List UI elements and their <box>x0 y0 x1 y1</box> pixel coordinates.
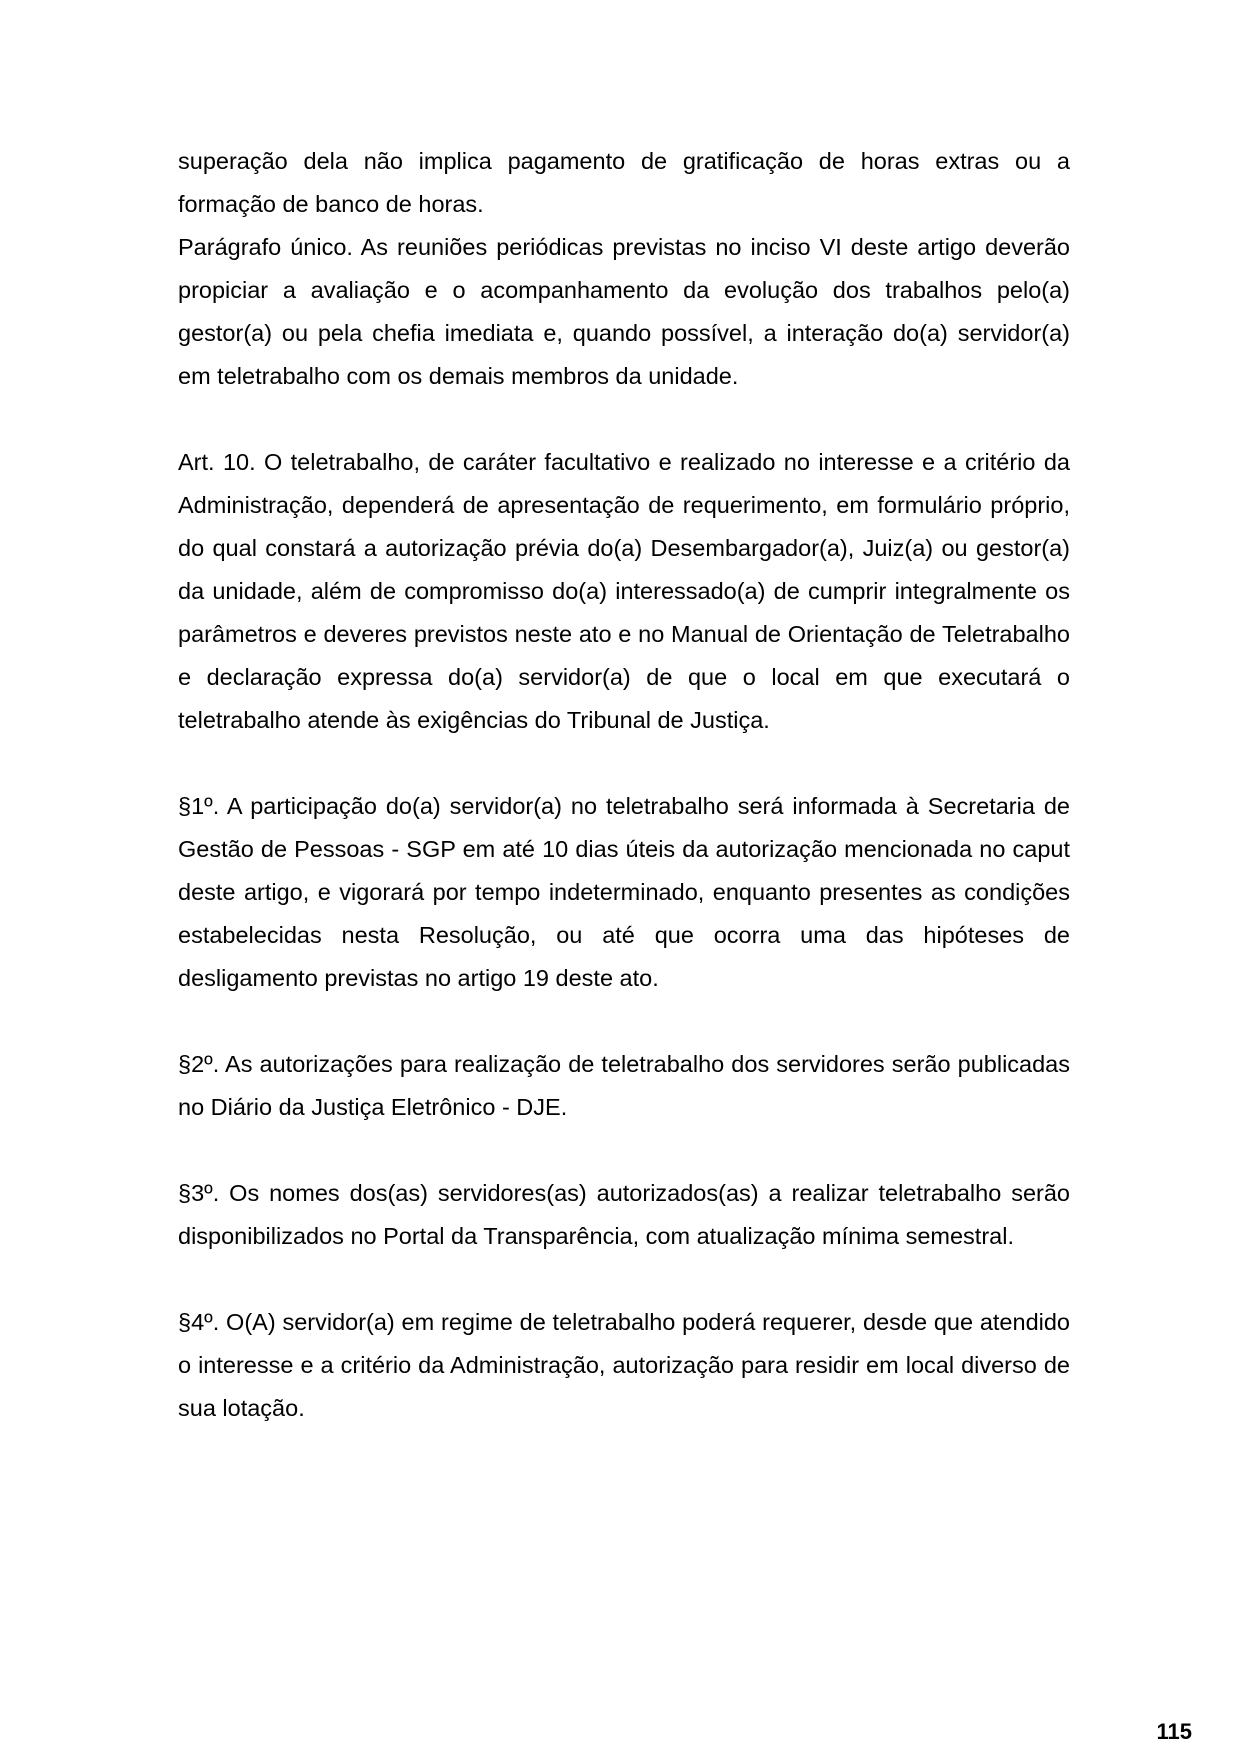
article-10: Art. 10. O teletrabalho, de caráter facultativo e realizado no interesse e a critério da Administração, dependerá de apresentação de requerimento, em formulário próprio, do qual constará a autorização prévia do(a) Desembargador(a), Juiz(a) ou gestor(a) da unidade, além de compromisso do(a) interessado(a) de cumprir integralmente os parâmetros e deveres previstos neste ato e no Manual de Orientação de Teletrabalho e declaração expressa do(a) servidor(a) de que o local em que executará o teletrabalho atende às exigências do Tribunal de Justiça. <box>178 449 1070 733</box>
paragraph-continuation: superação dela não implica pagamento de gratificação de horas extras ou a formação de banco de horas. <box>178 148 1070 217</box>
paragraph-4: §4º. O(A) servidor(a) em regime de teletrabalho poderá requerer, desde que atendido o interesse e a critério da Administração, autorização para residir em local diverso de sua lotação. <box>178 1309 1070 1421</box>
page-number: 115 <box>1156 1719 1192 1744</box>
paragraph-1: §1º. A participação do(a) servidor(a) no teletrabalho será informada à Secretaria de Gestão de Pessoas - SGP em até 10 dias úteis da autorização mencionada no caput deste artigo, e vigorará por tempo indeterminado, enquanto presentes as condições estabelecidas nesta Resolução, ou até que ocorra uma das hipóteses de desligamento previstas no artigo 19 deste ato. <box>178 793 1070 991</box>
paragraph-3: §3º. Os nomes dos(as) servidores(as) autorizados(as) a realizar teletrabalho serão disponibilizados no Portal da Transparência, com atualização mínima semestral. <box>178 1180 1070 1249</box>
document-body <box>178 140 1070 1430</box>
paragraph-2: §2º. As autorizações para realização de teletrabalho dos servidores serão publicadas no Diário da Justiça Eletrônico - DJE. <box>178 1051 1070 1120</box>
paragraph-unique: Parágrafo único. As reuniões periódicas previstas no inciso VI deste artigo deverão propiciar a avaliação e o acompanhamento da evolução dos trabalhos pelo(a) gestor(a) ou pela chefia imediata e, quando possível, a interação do(a) servidor(a) em teletrabalho com os demais membros da unidade. <box>178 234 1070 389</box>
